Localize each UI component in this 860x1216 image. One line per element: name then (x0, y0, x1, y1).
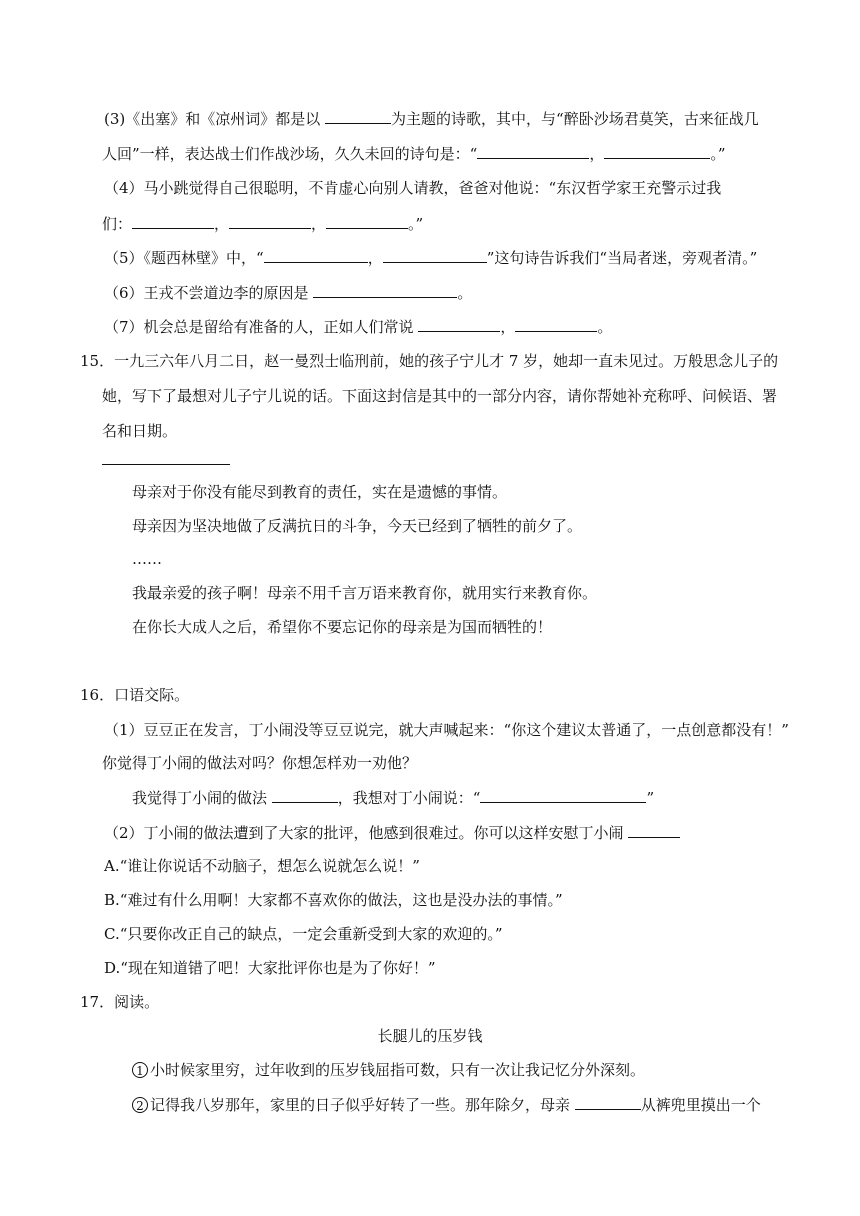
q14-item-5 (104, 246, 757, 269)
text: 。 (457, 284, 473, 302)
q15-line3 (102, 420, 177, 442)
text: （2）丁小闹的做法遭到了大家的批评，他感到很难过。你可以这样安慰丁小闹 (104, 824, 629, 842)
text: （4）马小跳觉得自己很聪明，不肯虚心向别人请教，爸爸对他说：“东汉哲学家王充警示过我 (104, 179, 722, 197)
text: ” (646, 789, 655, 807)
text: 17．阅读。 (80, 993, 160, 1011)
text: 。 (597, 318, 613, 336)
blank[interactable] (575, 1093, 641, 1110)
text: ，我想对丁小闹说：“ (337, 789, 481, 807)
letter-line-1 (132, 481, 507, 503)
option-c[interactable] (104, 923, 503, 945)
text: D.“现在知道错了吧！大家批评你也是为了你好！” (104, 959, 436, 977)
option-a[interactable] (104, 855, 420, 877)
text: ， (311, 215, 327, 233)
letter-line-4 (132, 616, 552, 638)
blank[interactable] (604, 142, 710, 159)
text: 名和日期。 (102, 422, 178, 440)
text: ， (214, 215, 230, 233)
letter-line-2 (132, 515, 582, 537)
text: B.“难过有什么用啊！大家都不喜欢你的做法，这也是没办法的事情。” (104, 891, 563, 909)
passage-title (0, 1025, 860, 1047)
blank[interactable] (480, 786, 646, 803)
blank[interactable] (132, 212, 214, 229)
text: 16．口语交际。 (80, 686, 190, 704)
q16-item-2 (104, 821, 680, 844)
q16-item-1-line2 (102, 752, 417, 774)
blank[interactable] (418, 315, 500, 332)
text: C.“只要你改正自己的缺点，一定会重新受到大家的欢迎的。” (104, 925, 503, 943)
text: 在你长大成人之后，希望你不要忘记你的母亲是为国而牺牲的！ (132, 618, 553, 636)
blank[interactable] (628, 821, 680, 838)
text: 们： (102, 215, 133, 233)
blank[interactable] (229, 212, 311, 229)
blank[interactable] (477, 142, 589, 159)
text: …… (132, 550, 162, 568)
text: 为主题的诗歌，其中，与“醉卧沙场君莫笑，古来征战几 (391, 110, 759, 128)
text: 15．一九三六年八月二日，赵一曼烈士临刑前，她的孩子宁儿才 7 岁，她却一直未见过。万般思念儿子的 (80, 352, 779, 370)
text: （5）《题西林壁》中，“ (104, 249, 264, 267)
q14-item-7 (104, 315, 612, 338)
option-b[interactable] (104, 889, 563, 911)
q16-item-1-answer (132, 786, 654, 809)
blank[interactable] (515, 315, 597, 332)
option-d[interactable] (104, 957, 436, 979)
q14-item-3-line2 (102, 142, 726, 165)
text: 记得我八岁那年，家里的日子似乎好转了一些。那年除夕，母亲 (150, 1096, 575, 1114)
passage-para-2 (132, 1093, 761, 1116)
text: （1）豆豆正在发言，丁小闹没等豆豆说完，就大声喊起来：“你这个建议太普通了，一点创意都没有！” (104, 721, 789, 739)
text: （7）机会总是留给有准备的人，正如人们常说 (104, 318, 419, 336)
blank[interactable] (313, 281, 457, 298)
blank[interactable] (264, 246, 368, 263)
text: ”这句诗告诉我们“当局者迷，旁观者清。” (486, 249, 758, 267)
letter-line-3 (132, 582, 597, 604)
text: 我觉得丁小闹的做法 (132, 789, 272, 807)
circle-number: 1 (132, 1062, 148, 1078)
text: 她，写下了最想对儿子宁儿说的话。下面这封信是其中的一部分内容，请你帮她补充称呼、问候语、署 (102, 387, 778, 405)
passage-para-1 (132, 1059, 645, 1081)
blank[interactable] (326, 212, 408, 229)
salutation-blank[interactable] (102, 464, 230, 465)
text: 母亲对于你没有能尽到教育的责任，实在是遗憾的事情。 (132, 483, 508, 501)
text: (3)《出塞》和《凉州词》都是以 (104, 110, 326, 128)
text: 小时候家里穷，过年收到的压岁钱屈指可数，只有一次让我记忆分外深刻。 (150, 1061, 646, 1079)
text: 。” (710, 145, 726, 163)
q15-line2 (102, 385, 777, 407)
text: 。” (408, 215, 424, 233)
q17-heading (80, 991, 159, 1013)
text: ， (367, 249, 383, 267)
text: 人回”一样，表达战士们作战沙场，久久未回的诗句是：“ (102, 145, 478, 163)
blank[interactable] (272, 786, 338, 803)
blank[interactable] (325, 107, 391, 124)
q15-line1 (80, 350, 778, 372)
text: 从裤兜里摸出一个 (640, 1096, 761, 1114)
letter-ellipsis (132, 548, 162, 570)
blank[interactable] (383, 246, 487, 263)
text: 你觉得丁小闹的做法对吗？你想怎样劝一劝他？ (102, 754, 418, 772)
text: 母亲因为坚决地做了反满抗日的斗争，今天已经到了牺牲的前夕了。 (132, 517, 583, 535)
q14-item-4-line1 (104, 177, 721, 199)
q14-item-6 (104, 281, 472, 304)
q14-item-4-line2 (102, 212, 423, 235)
text: ， (500, 318, 516, 336)
text: 长腿儿的压岁钱 (377, 1027, 483, 1045)
q16-heading (80, 684, 189, 706)
text: 我最亲爱的孩子啊！母亲不用千言万语来教育你，就用实行来教育你。 (132, 584, 598, 602)
text: A.“谁让你说话不动脑子，想怎么说就怎么说！” (104, 857, 420, 875)
q14-item-3-line1 (104, 107, 759, 130)
circle-number: 2 (132, 1097, 148, 1113)
text: ， (589, 145, 605, 163)
text: （6）王戎不尝道边李的原因是 (104, 284, 314, 302)
q16-item-1-line1 (104, 719, 789, 741)
